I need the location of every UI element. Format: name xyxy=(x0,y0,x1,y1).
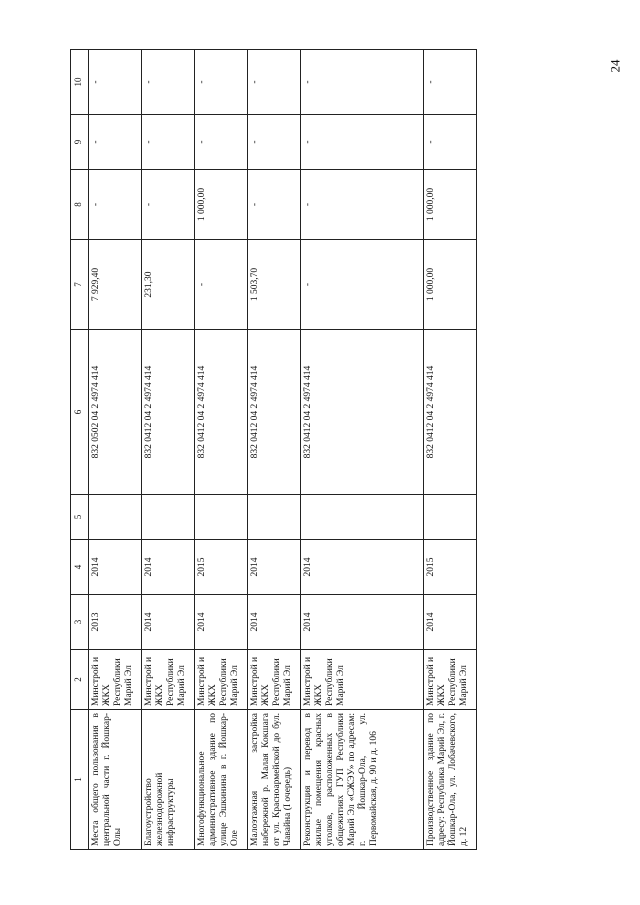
customer-cell: Минстрой и ЖКХ Республики Марий Эл xyxy=(89,650,142,710)
amount-col9-cell: - xyxy=(248,115,301,170)
table-row xyxy=(248,50,301,850)
amount-col7-cell: - xyxy=(195,240,248,330)
col5-cell xyxy=(195,495,248,540)
col-header: 9 xyxy=(71,115,89,170)
amount-col10-cell: - xyxy=(142,50,195,115)
table-row xyxy=(424,50,477,850)
col5-cell xyxy=(89,495,142,540)
amount-col10-cell: - xyxy=(195,50,248,115)
col-header: 6 xyxy=(71,330,89,495)
end-year-cell: 2014 xyxy=(142,540,195,595)
budget-code-cell: 832 0412 04 2 4974 414 xyxy=(301,330,424,495)
amount-col8-cell: - xyxy=(248,170,301,240)
col-header: 8 xyxy=(71,170,89,240)
object-name-cell: Места общего пользования в центральной части г. Йошкар-Олы xyxy=(89,710,142,850)
end-year-cell: 2014 xyxy=(301,540,424,595)
budget-code-cell: 832 0502 04 2 4974 414 xyxy=(89,330,142,495)
budget-code-cell: 832 0412 04 2 4974 414 xyxy=(424,330,477,495)
table-row xyxy=(301,50,424,850)
budget-code-cell: 832 0412 04 2 4974 414 xyxy=(248,330,301,495)
table-row xyxy=(142,50,195,850)
amount-col7-cell: 7 929,40 xyxy=(89,240,142,330)
object-name-cell: Производственное здание по адресу: Республика Марий Эл, г. Йошкар-Ола, ул. Лобачевского, д. 12 xyxy=(424,710,477,850)
customer-cell: Минстрой и ЖКХ Республики Марий Эл xyxy=(142,650,195,710)
amount-col9-cell: - xyxy=(195,115,248,170)
object-name-cell: Благоустройство железнодорожной инфраструктуры xyxy=(142,710,195,850)
amount-col9-cell: - xyxy=(89,115,142,170)
col-header: 10 xyxy=(71,50,89,115)
col-header: 3 xyxy=(71,595,89,650)
amount-col10-cell: - xyxy=(424,50,477,115)
amount-col8-cell: - xyxy=(301,170,424,240)
col-header: 2 xyxy=(71,650,89,710)
end-year-cell: 2014 xyxy=(89,540,142,595)
start-year-cell: 2014 xyxy=(142,595,195,650)
amount-col9-cell: - xyxy=(142,115,195,170)
amount-col10-cell: - xyxy=(248,50,301,115)
table-row xyxy=(195,50,248,850)
col5-cell xyxy=(142,495,195,540)
amount-col9-cell: - xyxy=(301,115,424,170)
investment-table xyxy=(70,49,477,850)
customer-cell: Минстрой и ЖКХ Республики Марий Эл xyxy=(248,650,301,710)
amount-col7-cell: 1 000,00 xyxy=(424,240,477,330)
end-year-cell: 2015 xyxy=(195,540,248,595)
col5-cell xyxy=(248,495,301,540)
customer-cell: Минстрой и ЖКХ Республики Марий Эл xyxy=(195,650,248,710)
table-row xyxy=(89,50,142,850)
col5-cell xyxy=(424,495,477,540)
amount-col7-cell: 1 503,70 xyxy=(248,240,301,330)
col-header: 5 xyxy=(71,495,89,540)
col-header: 1 xyxy=(71,710,89,850)
rotated-table-container xyxy=(70,50,590,850)
amount-col10-cell: - xyxy=(301,50,424,115)
amount-col7-cell: 231,30 xyxy=(142,240,195,330)
amount-col8-cell: 1 000,00 xyxy=(195,170,248,240)
object-name-cell: Малоэтажная застройка набережной р. Малая Кокшага от ул. Красноармейской до бул. Чавайна (I очередь) xyxy=(248,710,301,850)
start-year-cell: 2013 xyxy=(89,595,142,650)
col5-cell xyxy=(301,495,424,540)
start-year-cell: 2014 xyxy=(301,595,424,650)
page-number: 24 xyxy=(607,59,623,73)
object-name-cell: Многофункциональное административное здание по улице Эшкинина в г. Йошкар-Оле xyxy=(195,710,248,850)
amount-col8-cell: 1 000,00 xyxy=(424,170,477,240)
header-row xyxy=(71,50,89,850)
customer-cell: Минстрой и ЖКХ Республики Марий Эл xyxy=(424,650,477,710)
amount-col10-cell: - xyxy=(89,50,142,115)
start-year-cell: 2014 xyxy=(248,595,301,650)
start-year-cell: 2014 xyxy=(424,595,477,650)
start-year-cell: 2014 xyxy=(195,595,248,650)
budget-code-cell: 832 0412 04 2 4974 414 xyxy=(142,330,195,495)
end-year-cell: 2014 xyxy=(248,540,301,595)
amount-col9-cell: - xyxy=(424,115,477,170)
customer-cell: Минстрой и ЖКХ Республики Марий Эл xyxy=(301,650,424,710)
amount-col8-cell: - xyxy=(142,170,195,240)
col-header: 7 xyxy=(71,240,89,330)
amount-col8-cell: - xyxy=(89,170,142,240)
amount-col7-cell: - xyxy=(301,240,424,330)
end-year-cell: 2015 xyxy=(424,540,477,595)
col-header: 4 xyxy=(71,540,89,595)
budget-code-cell: 832 0412 04 2 4974 414 xyxy=(195,330,248,495)
object-name-cell: Реконструкция и перевод в жилые помещения красных уголков, расположенных в общежитиях ГУП Республики Марий Эл «СЖЭУ» по адресам: г. Йошкар-Ола, ул. Первомайская, д. 90 и д. 106 xyxy=(301,710,424,850)
